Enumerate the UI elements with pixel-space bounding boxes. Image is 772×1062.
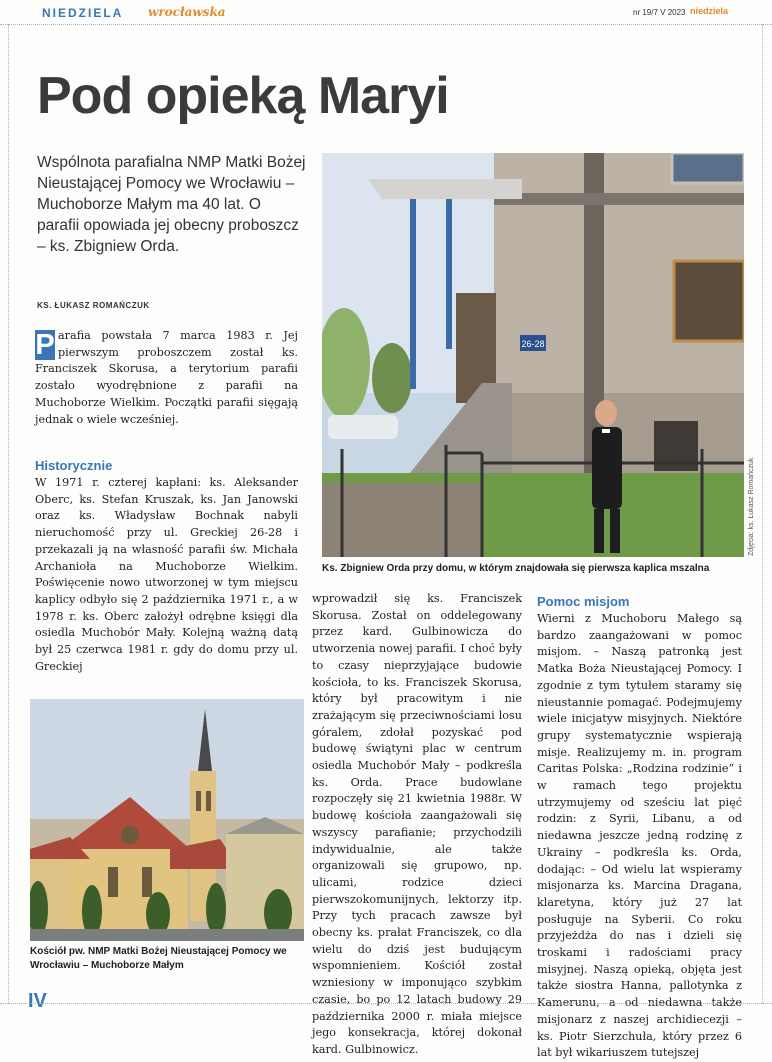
article-title: Pod opieką Maryi: [37, 67, 449, 125]
house-photo-illustration: [322, 153, 744, 557]
church-photo: [30, 699, 304, 941]
main-photo-caption: Ks. Zbigniew Orda przy domu, w którym znajdowała się pierwsza kaplica mszalna: [322, 563, 710, 574]
middle-column-paragraph: wprowadził się ks. Franciszek Skorusa. Został on oddelegowany przez kard. Gulbinowicza do utworzenia nowej parafii. I choć były to czasy nieprzyjające budowie kościoła, to ks. Franciszek Skorusa, który był pracowitym i nie zrażającym się przeciwnościami losu góralem, zdołał pozyskać pod budowę świątyni plac w centrum osiedla Muchobór Mały – podkreśla ks. Orda. Prace budowlane rozpoczęły się 21 kwietnia 1988r. W budowę kościoła zaangażowali się wszyscy parafianie; przychodzili indywidualnie, ale także organizowali się grupowo, np. ulicami, rodzice dzieci pierwszokomunijnych, lektorzy itp. Przy tych pracach zawsze był obecny ks. prałat Franciszek, co dla wielu do dziś jest budującym wspomnieniem. Kościół został wzniesiony w imponująco szybkim czasie, bo po 12 latach budowy 29 października 2000 r. miała miejsce jego konsekracja, której dokonał kard. Gulbinowicz.: [312, 592, 522, 1056]
missions-paragraph: Wierni z Muchoboru Małego są bardzo zaangażowani w pomoc misjom. – Naszą patronką jest Matka Boża Nieustającej Pomocy. I zgodnie z tym tytułem staramy się nieustannie pomagać. Podejmujemy wiele inicjatyw misyjnych. Niektóre grupy systematycznie wspierają misje. Realizujemy m. in. program Caritas Polska: „Rodzina rodzinie” i w ramach tego projektu utrzymujemy od sześciu lat pięć rodzin: z Syrii, Libanu, a od niedawna jeszcze jedną rodzinę z Ukrainy – podkreśla ks. Orda, dodając: – Od wielu lat wspieramy misjonarza ks. Marcina Dragana, klaretyna, który już 27 lat posługuje na Syberii. Co roku przyjeżdża do nas i dzieli się troskami i radościami pracy misyjnej. Naszą opieką, objęta jest także siostra Hanna, pallotynka z Kamerunu, a od niedawna także misjonarz z naszej archidiecezji – ks. Piotr Sierzchuła, który przez 6 lat był wikariuszem tutejszej: [537, 612, 742, 1060]
left-border: [8, 24, 9, 1004]
right-border: [762, 24, 763, 1004]
magazine-brand: NIEDZIELA: [42, 6, 124, 20]
article-author: KS. ŁUKASZ ROMAŃCZUK: [37, 301, 150, 310]
history-paragraph: W 1971 r. czterej kapłani: ks. Aleksander Oberc, ks. Stefan Kruszak, ks. Jan Janowski oraz ks. Władysław Bochnak nabyli nieruchomość przy ul. Greckiej 26-28 i przekazali ją na własność parafii św. Michała Archanioła na Muchoborze Wielkim. Poświęcenie nowo utworzonej w tym miejscu kaplicy odbyło się 2 października 1971 r., a w 1978 r. ks. Oberc założył odrębne księgi dla osiedla Muchobór Mały. Kolejną ważną datą był 25 czerwca 1981 r. gdy do domu przy ul. Greckiej: [35, 476, 298, 673]
main-photo: [322, 153, 744, 557]
article-lead: Wspólnota parafialna NMP Matki Bożej Nieustającej Pomocy we Wrocławiu – Muchoborze Małym ma 40 lat. O parafii opowiada jej obecny proboszcz – ks. Zbigniew Orda.: [37, 154, 306, 255]
intro-paragraph: [35, 328, 298, 428]
house-number-plate: 26-28: [521, 339, 545, 349]
drop-cap: P: [35, 329, 55, 361]
photo-credit: Zdjęcia: ks. Łukasz Romańczuk: [748, 457, 755, 556]
church-photo-caption: Kościół pw. NMP Matki Bożej Nieustającej Pomocy we Wrocławiu – Muchoborze Małym: [30, 946, 287, 971]
footer-divider: [0, 1003, 772, 1004]
magazine-brand-small: niedziela: [690, 6, 729, 16]
page-number: IV: [28, 990, 47, 1012]
magazine-region: wrocławska: [148, 5, 226, 19]
intro-text: arafia powstała 7 marca 1983 r. Jej pierwszym proboszczem został ks. Franciszek Skorusa, a terytorium parafii zostało wyodrębnione z parafii na Muchoborze Wielkim. Początki parafii sięgają jednak o wiele wcześniej.: [35, 329, 298, 426]
section-heading-historycznie: Historycznie: [35, 458, 113, 473]
header-divider: [0, 24, 772, 25]
section-heading-pomoc-misjom: Pomoc misjom: [537, 594, 630, 609]
church-photo-illustration: [30, 699, 304, 941]
issue-number: nr 19/7 V 2023: [633, 8, 686, 17]
